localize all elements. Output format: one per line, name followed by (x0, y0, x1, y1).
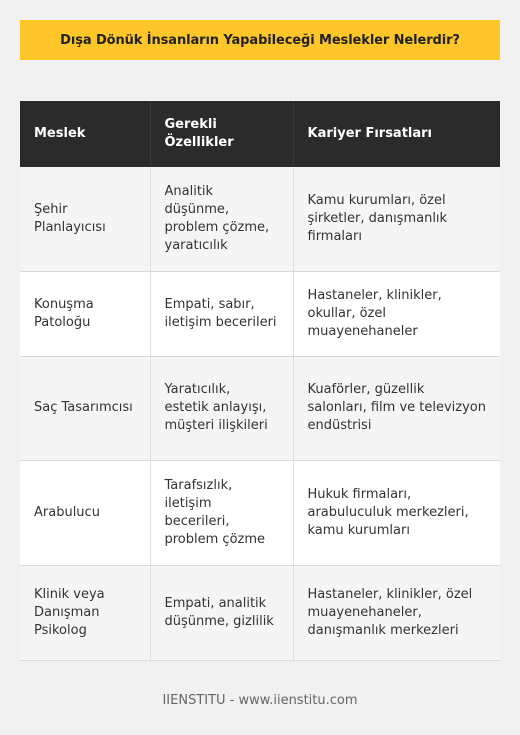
professions-table (20, 101, 500, 661)
cell-career-opportunities: Hastaneler, klinikler, özel muayenehaneler, danışmanlık merkezleri (293, 565, 500, 660)
cell-required-traits: Tarafsızlık, iletişim becerileri, problem çözme (150, 460, 293, 565)
page-title: Dışa Dönük İnsanların Yapabileceği Meslekler Nelerdir? (60, 32, 460, 48)
column-header-meslek: Meslek (20, 101, 150, 167)
page-title-banner (20, 20, 500, 60)
table-header-row (20, 101, 500, 167)
column-header-gerekli-ozellikler: Gerekli Özellikler (150, 101, 293, 167)
table-row (20, 460, 500, 565)
cell-profession: Klinik veya Danışman Psikolog (20, 565, 150, 660)
cell-profession: Şehir Planlayıcısı (20, 167, 150, 271)
cell-career-opportunities: Hastaneler, klinikler, okullar, özel muayenehaneler (293, 271, 500, 356)
cell-career-opportunities: Kamu kurumları, özel şirketler, danışmanlık firmaları (293, 167, 500, 271)
column-header-kariyer-firsatlari: Kariyer Fırsatları (293, 101, 500, 167)
cell-required-traits: Yaratıcılık, estetik anlayışı, müşteri ilişkileri (150, 356, 293, 460)
footer-credit: IIENSTITU - www.iienstitu.com (162, 693, 358, 708)
cell-career-opportunities: Hukuk firmaları, arabuluculuk merkezleri, kamu kurumları (293, 460, 500, 565)
table-row (20, 565, 500, 660)
cell-profession: Saç Tasarımcısı (20, 356, 150, 460)
table-row (20, 167, 500, 271)
cell-career-opportunities: Kuaförler, güzellik salonları, film ve televizyon endüstrisi (293, 356, 500, 460)
cell-required-traits: Analitik düşünme, problem çözme, yaratıcılık (150, 167, 293, 271)
table-row (20, 271, 500, 356)
cell-required-traits: Empati, analitik düşünme, gizlilik (150, 565, 293, 660)
cell-profession: Arabulucu (20, 460, 150, 565)
cell-profession: Konuşma Patoloğu (20, 271, 150, 356)
table-row (20, 356, 500, 460)
cell-required-traits: Empati, sabır, iletişim becerileri (150, 271, 293, 356)
